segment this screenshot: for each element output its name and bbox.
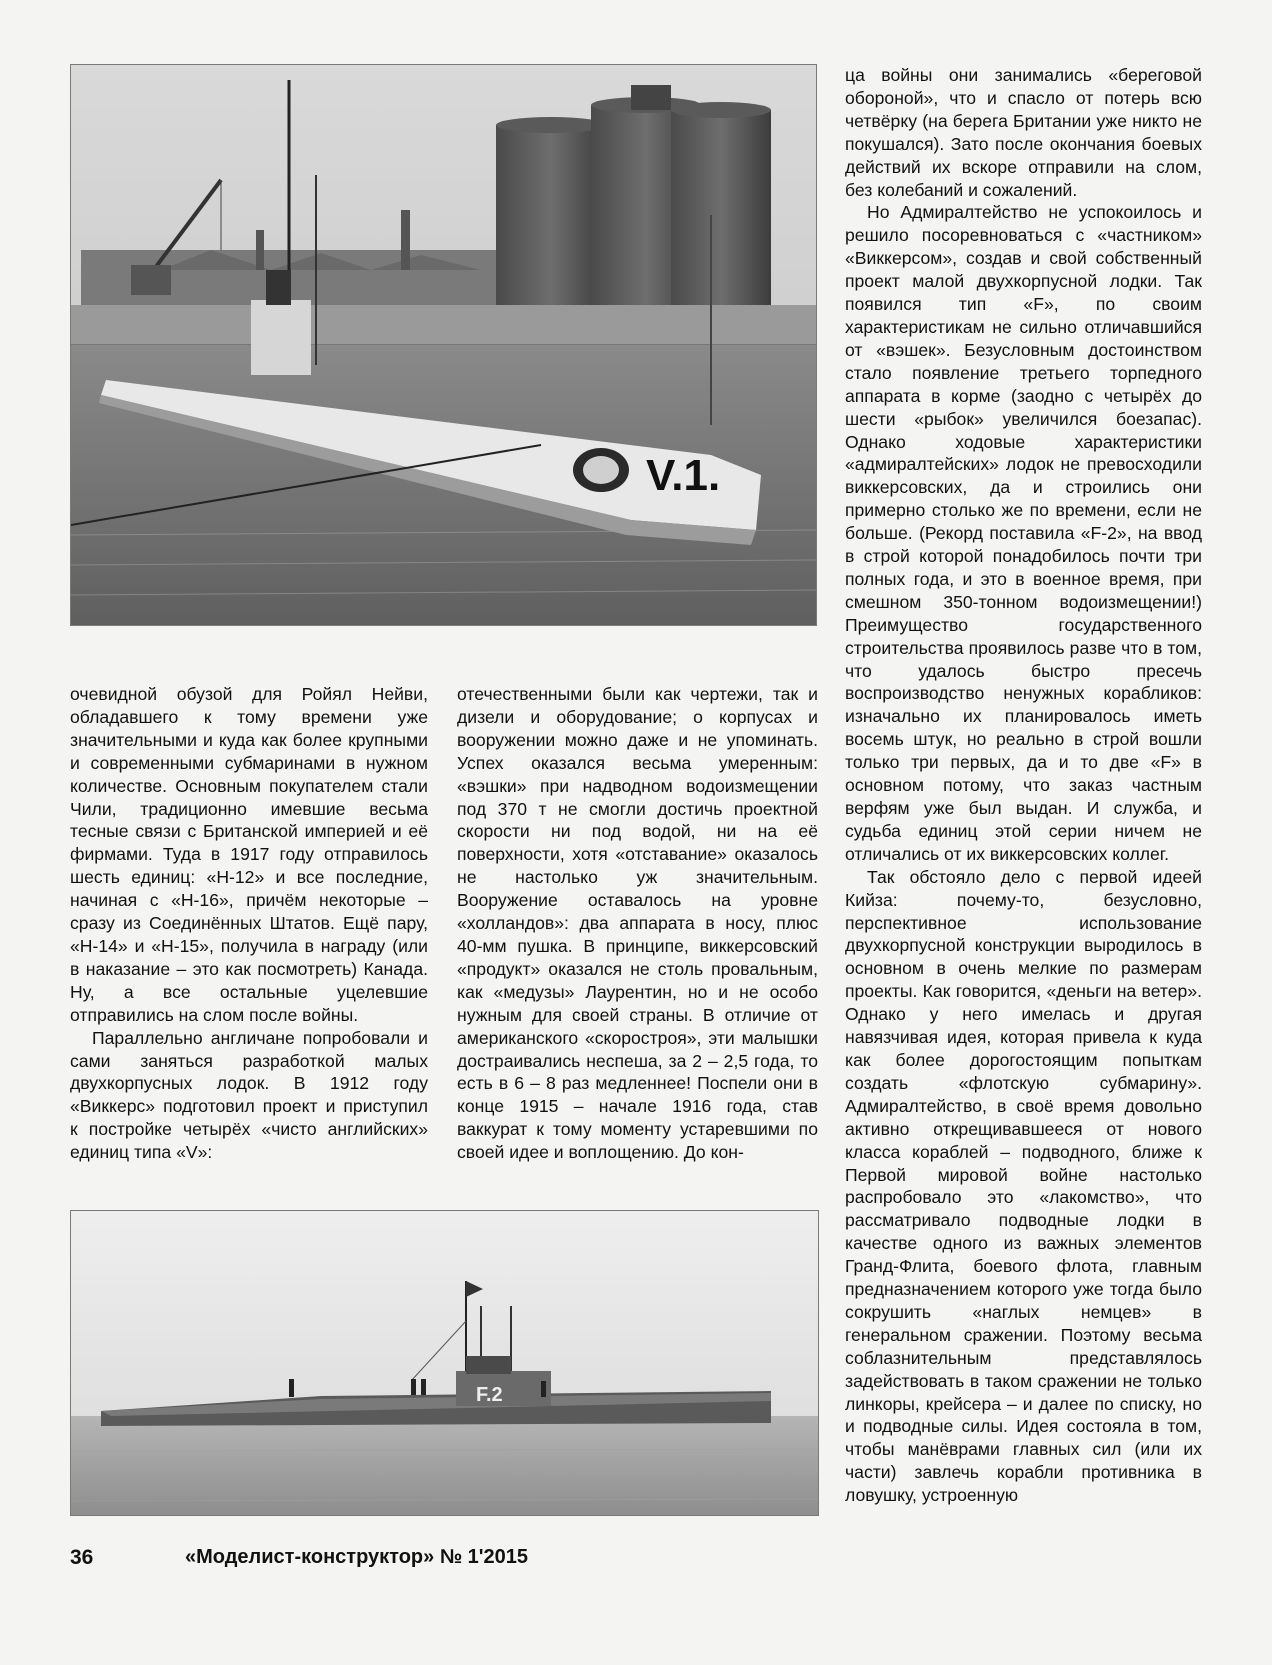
paragraph: Но Адмиралтейство не успокоилось и решило посоревноваться с «частником» «Виккерсом», создав и свой собственный проект малой двухкорпусной лодки. Так появился тип «F», по своим характеристикам не сильно отличавшийся от «вэшек». Безусловным достоинством стало появление третьего торпедного аппарата в корме (заодно с четырёх до шести «рыбок» увеличился боезапас). Однако ходовые характеристики «адмиралтейских» лодок не превосходили виккерсовских, да и строились они примерно столько же по времени, если не больше. (Рекорд поставила «F-2», на ввод в строй которой понадобилось почти три полных года, и это в военное время, при смешном 350-тонном водоизмещении!) Преимущество государственного строительства проявилось разве что в том, что удалось быстро пресечь воспроизводство ненужных корабликов: изначально их планировалось иметь восемь штук, но реально в строй вошли только три первых, да и то две «F» в основном потому, что заказ частным верфям уже был выдан. И служба, и судьба единиц этой серии ничем не отличались от их виккерсовских коллег. xyxy=(845,202,1202,864)
text-column-right xyxy=(845,64,1202,1507)
submarine-f2-illustration xyxy=(71,1211,818,1515)
text-column-left xyxy=(70,683,428,1164)
magazine-title: «Моделист-конструктор» № 1'2015 xyxy=(185,1546,529,1568)
submarine-v1-photo xyxy=(70,64,817,626)
paragraph: ца войны они занимались «береговой обороной», что и спасло от потерь всю четвёрку (на берега Британии уже никто не покушался). Зато после окончания боевых действий их вскоре отправили на слом, без колебаний и сожалений. xyxy=(845,65,1202,200)
text-column-middle xyxy=(457,683,818,1164)
hull-marking-f2: F.2 xyxy=(476,1384,503,1406)
submarine-v1-illustration xyxy=(71,65,816,625)
paragraph: очевидной обузой для Ройял Нейви, обладавшего к тому времени уже значительными и куда как более крупными и современными субмаринами в нужном количестве. Основным покупателем стали Чили, традиционно имевшие весьма тесные связи с Британской империей и её фирмами. Туда в 1917 году отправилось шесть единиц: «Н-12» и все последние, начиная с «Н-16», причём некоторые – сразу из Соединённых Штатов. Ещё пару, «Н-14» и «Н-15», получила в награду (или в наказание – это как посмотреть) Канада. Ну, а все остальные уцелевшие отправились на слом после войны. xyxy=(70,684,428,1025)
hull-marking-v1: V.1. xyxy=(646,451,721,500)
page-number: 36 xyxy=(70,1546,94,1569)
paragraph: отечественными были как чертежи, так и дизели и оборудование; о корпусах и вооружении можно даже и не упоминать. Успех оказался весьма умеренным: «вэшки» при надводном водоизмещении под 370 т не смогли достичь проектной скорости ни под водой, ни на её поверхности, хотя «отставание» оказалось не настолько уж значительным. Вооружение оставалось на уровне «холландов»: два аппарата в носу, плюс 40-мм пушка. В принципе, виккерсовский «продукт» оказался не столь провальным, как «медузы» Лаурентин, но и не особо нужным для своей страны. В отличие от американского «скоростроя», эти малышки достраивались неспеша, за 2 – 2,5 года, то есть в 6 – 8 раз медленнее! Поспели они в конце 1915 – начале 1916 года, став ваккурат к тому моменту устаревшими по своей идее и воплощению. До кон- xyxy=(457,684,818,1163)
submarine-f2-photo xyxy=(70,1210,819,1516)
paragraph: Параллельно англичане попробовали и сами заняться разработкой малых двухкорпусных лодок. В 1912 году «Виккерс» подготовил проект и приступил к постройке четырёх «чисто английских» единиц типа «V»: xyxy=(70,1027,428,1163)
paragraph: Так обстояло дело с первой идеей Кийза: почему-то, безусловно, перспективное использование двухкорпусной конструкции выродилось в основном в очень мелкие по размерам проекты. Как говорится, «деньги на ветер». Однако у него имелась и другая навязчивая идея, которая привела к куда как более дорогостоящим попыткам создать «флотскую субмарину». Адмиралтейство, в своё время довольно активно открещивавшееся от нового класса кораблей – подводного, ближе к Первой мировой войне настолько распробовало это «лакомство», что рассматривало подводные лодки в качестве одного из важных элементов Гранд-Флита, боевого флота, главным предназначением которого уже тогда было сокрушить «наглых немцев» в генеральном сражении. Поэтому весьма соблазнительным представлялось задействовать в таком сражении не только линкоры, крейсера – и далее по списку, но и подводные силы. Идея состояла в том, чтобы манёврами главных сил (или их части) завлечь корабли противника в ловушку, устроенную xyxy=(845,866,1202,1506)
